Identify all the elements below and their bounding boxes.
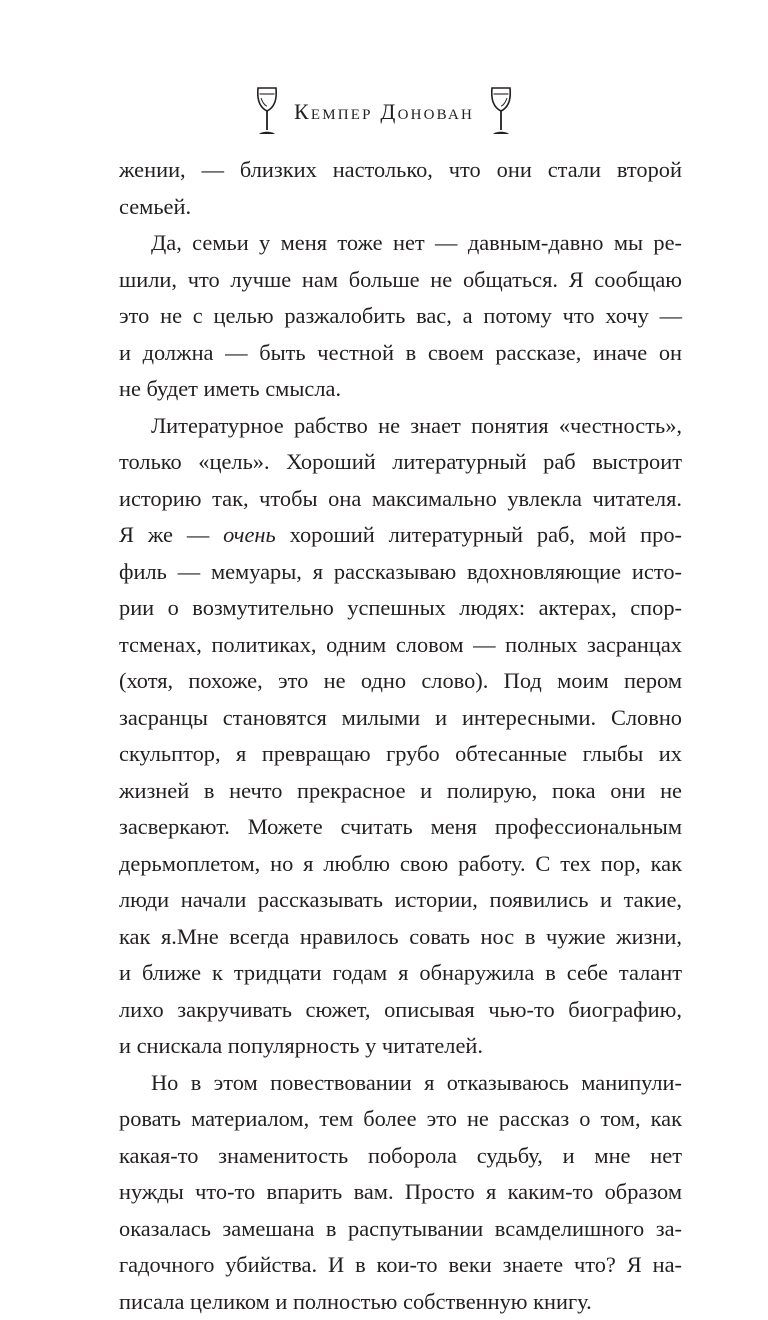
text-line: какая-то знаменитость поборола судьбу, и мне нет: [119, 1138, 682, 1175]
text-line: и снискала популярность у читателей.: [119, 1028, 682, 1065]
text-line: нужды что-то впарить вам. Просто я каким-то образом: [119, 1174, 682, 1211]
emphasis: очень: [223, 522, 276, 547]
text-line: рии о возмутительно успешных людях: актерах, спор-: [119, 590, 682, 627]
text-line: скульптор, я превращаю грубо обтесанные глыбы их: [119, 736, 682, 773]
text-fragment: хороший литературный раб, мой про-: [276, 522, 682, 547]
text-line: Литературное рабство не знает понятия «честность»,: [119, 408, 682, 445]
text-line: Да, семьи у меня тоже нет — давным-давно мы ре-: [119, 225, 682, 262]
text-line: филь — мемуары, я рассказываю вдохновляющие исто-: [119, 554, 682, 591]
wine-glass-icon: [488, 85, 514, 139]
body-text: [119, 152, 682, 1320]
text-line: засверкают. Можете считать меня профессиональным: [119, 809, 682, 846]
text-line: оказалась замешана в распутывании всамделишного за-: [119, 1211, 682, 1248]
text-fragment: Я же —: [119, 522, 223, 547]
text-line: жении, — близких настолько, что они стали второй: [119, 152, 682, 189]
text-line: засранцы становятся милыми и интересными. Словно: [119, 700, 682, 737]
text-line: Но в этом повествовании я отказываюсь манипули-: [119, 1065, 682, 1102]
text-line: ровать материалом, тем более это не рассказ о том, как: [119, 1101, 682, 1138]
text-line: шили, что лучше нам больше не общаться. Я сообщаю: [119, 262, 682, 299]
running-title: Кемпер Донован: [294, 99, 474, 125]
text-line: и должна — быть честной в своем рассказе, иначе он: [119, 335, 682, 372]
wine-glass-icon: [254, 85, 280, 139]
text-line: люди начали рассказывать истории, появились и такие,: [119, 882, 682, 919]
text-line: дерьмоплетом, но я люблю свою работу. С тех пор, как: [119, 846, 682, 883]
text-line: [119, 517, 682, 554]
text-line: историю так, чтобы она максимально увлекла читателя.: [119, 481, 682, 518]
text-line: только «цель». Хороший литературный раб выстроит: [119, 444, 682, 481]
paragraph: [119, 408, 682, 1065]
text-line: гадочного убийства. И в кои-то веки знаете что? Я на-: [119, 1247, 682, 1284]
text-line: не будет иметь смысла.: [119, 371, 682, 408]
text-line: жизней в нечто прекрасное и полирую, пока они не: [119, 773, 682, 810]
text-line: тсменах, политиках, одним словом — полных засранцах: [119, 627, 682, 664]
text-line: лихо закручивать сюжет, описывая чью-то биографию,: [119, 992, 682, 1029]
text-line: это не с целью разжалобить вас, а потому что хочу —: [119, 298, 682, 335]
paragraph: [119, 152, 682, 225]
running-header: [0, 84, 768, 140]
paragraph: [119, 1065, 682, 1320]
text-line: как я.Мне всегда нравилось совать нос в чужие жизни,: [119, 919, 682, 956]
paragraph: [119, 225, 682, 408]
text-line: и ближе к тридцати годам я обнаружила в себе талант: [119, 955, 682, 992]
text-line: писала целиком и полностью собственную книгу.: [119, 1284, 682, 1320]
text-line: (хотя, похоже, это не одно слово). Под моим пером: [119, 663, 682, 700]
text-line: семьей.: [119, 189, 682, 226]
